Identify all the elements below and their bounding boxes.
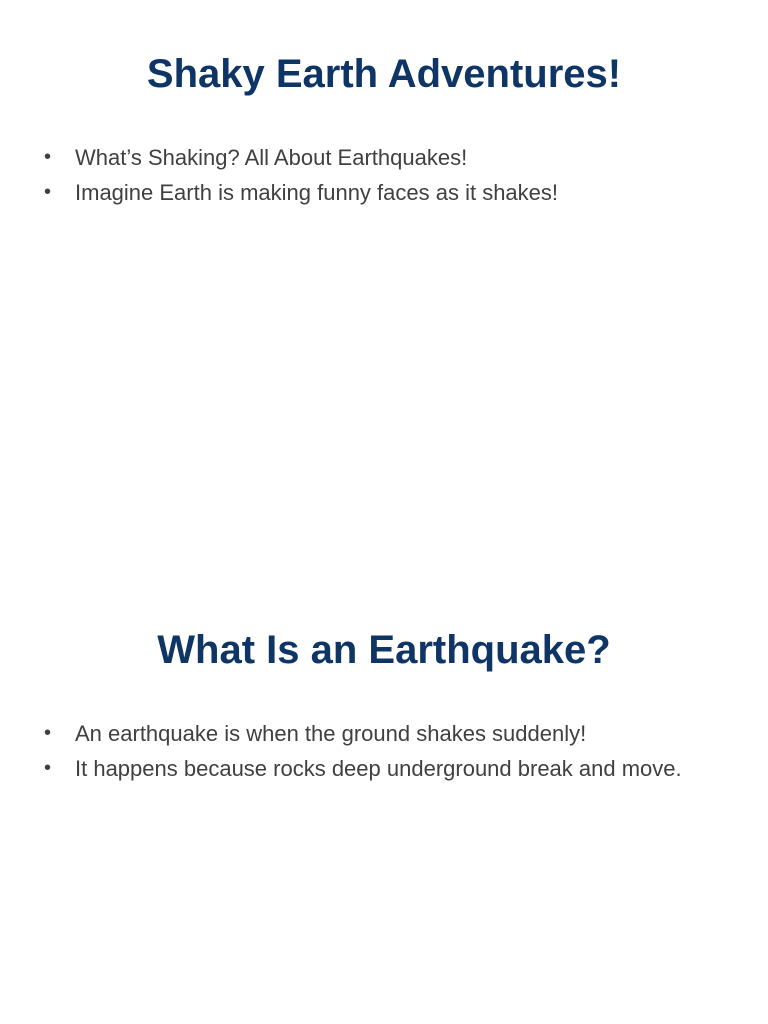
bullet-text: An earthquake is when the ground shakes suddenly! xyxy=(75,721,587,746)
bullet-item xyxy=(42,175,558,210)
bullet-item xyxy=(42,751,682,786)
bullet-icon: • xyxy=(44,722,52,744)
bullet-icon: • xyxy=(44,757,52,779)
bullet-text: Imagine Earth is making funny faces as it shakes! xyxy=(75,180,559,205)
bullet-text: It happens because rocks deep underground break and move. xyxy=(75,756,682,781)
bullet-item xyxy=(42,716,682,751)
bullet-list xyxy=(42,716,682,786)
slide-2 xyxy=(0,576,768,1024)
bullet-text: What’s Shaking? All About Earthquakes! xyxy=(75,145,468,170)
bullet-list xyxy=(42,140,558,210)
bullet-icon: • xyxy=(44,146,52,168)
bullet-icon: • xyxy=(44,181,52,203)
slide-title: What Is an Earthquake? xyxy=(157,628,611,672)
slide-title: Shaky Earth Adventures! xyxy=(146,52,622,96)
bullet-item xyxy=(42,140,558,175)
